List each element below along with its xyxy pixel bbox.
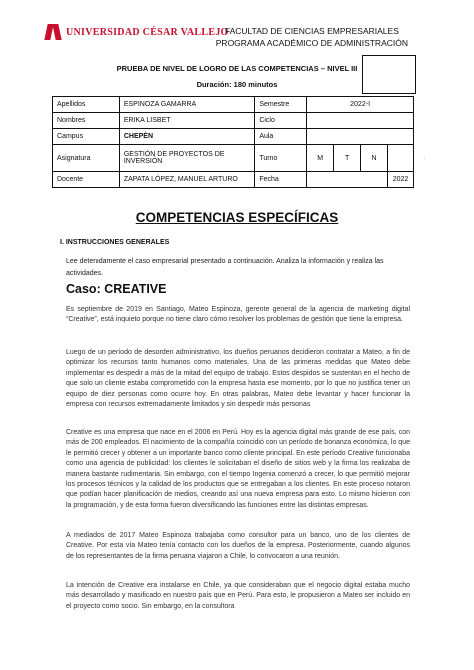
exam-title: PRUEBA DE NIVEL DE LOGRO DE LAS COMPETENCIAS – NIVEL III (116, 64, 358, 73)
fecha-value: 2022 (387, 172, 413, 188)
campus-value: CHEPÈN (119, 129, 254, 145)
turno-label: Turno (255, 145, 307, 172)
score-box (362, 55, 416, 94)
program-name: PROGRAMA ACADÉMICO DE ADMINISTRACIÓN (215, 38, 408, 48)
turno-blank (387, 145, 413, 172)
vertical-side-note (418, 128, 430, 188)
section-title (0, 210, 474, 225)
table-row (53, 145, 414, 172)
exam-duration: Duración: 180 minutos (196, 80, 278, 89)
turno-n: N (361, 145, 388, 172)
side-note-text: ... (422, 156, 426, 160)
instructions-text: Lee detenidamente el caso empresarial presentado a continuación. Analiza la información y realiza las actividades. (66, 258, 384, 277)
apellidos-label: Apellidos (53, 97, 120, 113)
instructions-heading: I. INSTRUCCIONES GENERALES (60, 239, 170, 246)
table-row (53, 172, 414, 188)
fecha-label: Fecha (255, 172, 307, 188)
semestre-label: Semestre (255, 97, 307, 113)
aula-value (307, 129, 414, 145)
student-info-table (52, 96, 414, 188)
faculty-header (216, 25, 408, 49)
aula-label: Aula (255, 129, 307, 145)
asignatura-label: Asignatura (53, 145, 120, 172)
university-name: UNIVERSIDAD CÉSAR VALLEJO (66, 26, 229, 38)
campus-label: Campus (53, 129, 120, 145)
section-title-text: COMPETENCIAS ESPECÍFICAS (135, 210, 339, 225)
nombres-value: ERIKA LISBET (119, 113, 254, 129)
case-paragraph-2: Luego de un período de desorden administrativo, los dueños peruanos decidieron contratar a Mateo, a fin de optimizar los recursos tanto humanos como materiales. Una de las primeras medidas que Mateo debe implementar es despedir a más de la mitad del equipo de trabajo. Estos despidos se sustentan en el hecho de que solo un cliente estaba comprometido con la empresa hasta ese momento, por lo que no justifica tener un equipo de diez personas como ocurre hoy. En otras palabras, Mateo debe levantar y hacer funcionar la empresa con recursos extremadamente limitados y sin despedir más personas (66, 349, 410, 409)
case-title: Caso: CREATIVE (66, 282, 167, 296)
turno-m: M (307, 145, 334, 172)
university-logo (46, 22, 229, 42)
case-paragraph-3: Creative es una empresa que nace en el 2006 en Perú. Hoy es la agencia digital más grande de ese país, con más de 200 empleados. El nacimiento de la compañía coincidió con un período de bonanza económica, lo que le permitió crecer y obtener a un importante banco como cliente principal. En este período Creative funcionaba como una agencia de publicidad: los clientes le solicitaban el diseño de sitios web y la firma los realizaba de manera bastante rudimentaria. Sin embargo, con el tiempo Ingenia comenzó a crecer, lo que permitió mejorar los procesos técnicos y la calidad de los productos que se entregaban a los clientes. En este proceso notaron que podían hacer planificación de medios, creando así una nueva empresa para esto. Lo mismo hicieron con la programación, y de esta forma fueron diversificando las funciones entre las distintas empresas. (66, 429, 410, 509)
table-row (53, 129, 414, 145)
ciclo-value (307, 113, 414, 129)
table-row (53, 113, 414, 129)
faculty-name: FACULTAD DE CIENCIAS EMPRESARIALES (224, 26, 399, 36)
asignatura-value: GESTIÓN DE PROYECTOS DE INVERSIÓN (119, 145, 254, 172)
case-paragraph-5: La intención de Creative era instalarse en Chile, ya que consideraban que el negocio digital estaba mucho más desarrollado y masificado en nuestro país que en Perú. Para esto, le propusieron a Mateo ser incluido en el proyecto como socio. Sin embargo, en la consultora (66, 582, 410, 610)
docente-label: Docente (53, 172, 120, 188)
fecha-blank (307, 172, 388, 188)
ucv-logo-icon (46, 22, 62, 42)
nombres-label: Nombres (53, 113, 120, 129)
table-row (53, 97, 414, 113)
case-paragraph-4: A mediados de 2017 Mateo Espinoza trabajaba como consultor para un banco, uno de los clientes de Creative. Por esta vía Mateo tenía contacto con los dueños de la empresa. Posteriormente, cuando algunos de los representantes de la firma peruana viajaron a Chile, lo convocaron a una reunión. (66, 532, 410, 560)
docente-value: ZAPATA LÓPEZ, MANUEL ARTURO (119, 172, 254, 188)
turno-t: T (334, 145, 361, 172)
ciclo-label: Ciclo (255, 113, 307, 129)
semestre-value: 2022-I (307, 97, 414, 113)
apellidos-value: ESPINOZA GAMARRA (119, 97, 254, 113)
case-paragraph-1: Es septiembre de 2019 en Santiago, Mateo Espinoza, gerente general de la agencia de marketing digital “Creative”, está inquieto porque no tiene claro cómo resolver los problemas de gestión que tiene la empresa. (66, 306, 410, 324)
